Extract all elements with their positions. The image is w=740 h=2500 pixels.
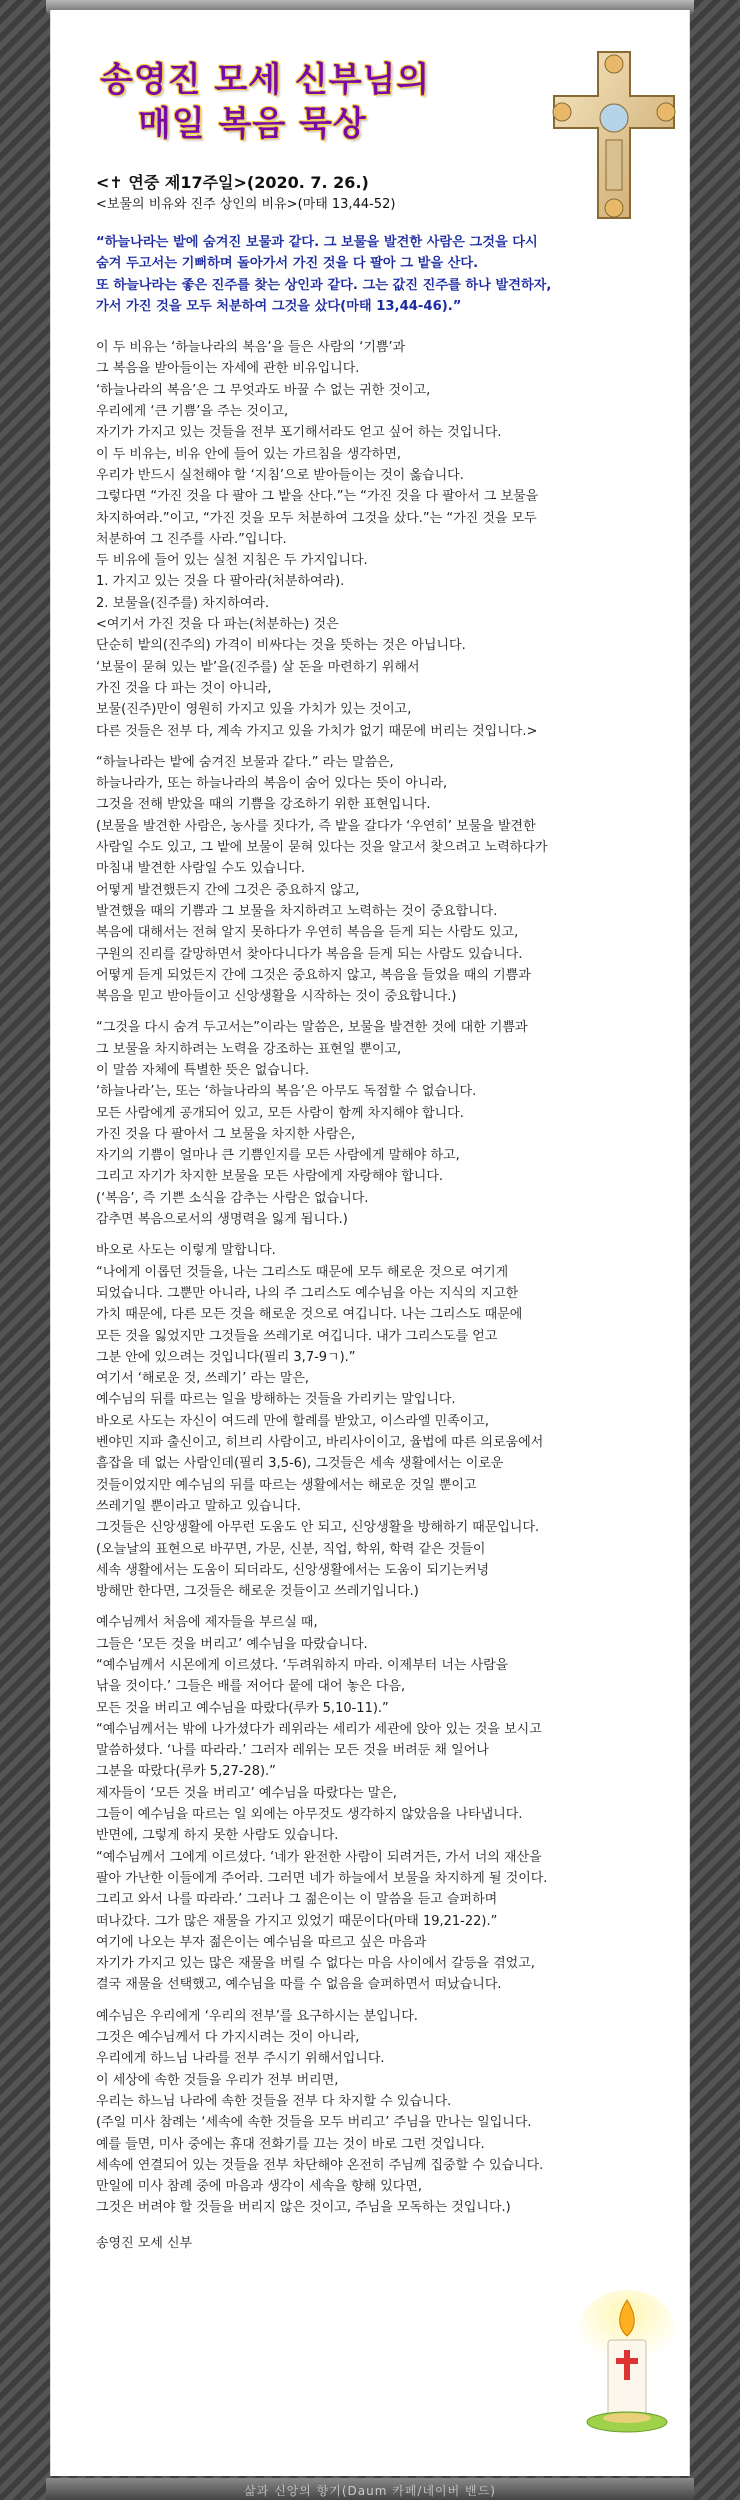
text-line: 그들은 ‘모든 것을 버리고’ 예수님을 따랐습니다. <box>96 1636 368 1652</box>
text-line: <여기서 가진 것을 다 파는(처분하는) 것은 <box>96 617 339 633</box>
text-line: 제자들이 ‘모든 것을 버리고’ 예수님을 따랐다는 말은, <box>96 1785 397 1801</box>
text-line: 가치 때문에, 다른 모든 것을 해로운 것으로 여깁니다. 나는 그리스도 때문에 <box>96 1307 523 1323</box>
text-line: 반면에, 그렇게 하지 못한 사람도 있습니다. <box>96 1828 339 1844</box>
text-line: 그것을 전해 받았을 때의 기쁨을 강조하기 위한 표현입니다. <box>96 797 431 813</box>
text-line: 하늘나라가, 또는 하늘나라의 복음이 숨어 있다는 뜻이 아니라, <box>96 776 448 792</box>
text-line: 다른 것들은 전부 다, 계속 가지고 있을 가치가 없기 때문에 버리는 것입니다.> <box>96 723 538 739</box>
text-line: 그것은 버려야 할 것들을 버리지 않은 것이고, 주님을 모독하는 것입니다.) <box>96 2200 511 2216</box>
text-line: 가진 것을 다 파는 것이 아니라, <box>96 680 272 696</box>
text-line: 처분하여 그 진주를 사라.”입니다. <box>96 531 287 547</box>
text-line: “예수님께서 시몬에게 이르셨다. ‘두려워하지 마라. 이제부터 너는 사람을 <box>96 1658 509 1673</box>
text-line: ‘하늘나라’는, 또는 ‘하늘나라의 복음’은 아무도 독점할 수 없습니다. <box>96 1084 477 1100</box>
text-line: 발견했을 때의 기쁨과 그 보물을 차지하려고 노력하는 것이 중요합니다. <box>96 903 498 919</box>
text-line: 세속 생활에서는 도움이 되더라도, 신앙생활에서는 도움이 되기는커녕 <box>96 1562 490 1578</box>
text-line: 떠나갔다. 그가 많은 재물을 가지고 있었기 때문이다(마태 19,21-22).” <box>96 1913 498 1929</box>
paragraph <box>96 2006 696 2219</box>
text-line: 이 두 비유는, 비유 안에 들어 있는 가르침을 생각하면, <box>96 446 402 462</box>
text-line: 자기가 가지고 있는 것들을 전부 포기해서라도 얻고 싶어 하는 것입니다. <box>96 425 502 441</box>
text-line: ‘보물이 묻혀 있는 밭’을(진주를) 살 돈을 마련하기 위해서 <box>96 659 420 675</box>
text-line: 그리고 자기가 차지한 보물을 모든 사람에게 자랑해야 합니다. <box>96 1169 444 1185</box>
text-line: 우리에게 ‘큰 기쁨’을 주는 것이고, <box>96 404 289 420</box>
text-line: 예수님은 우리에게 ‘우리의 전부’를 요구하시는 분입니다. <box>96 2008 418 2024</box>
text-line: (‘복음’, 즉 기쁜 소식을 감추는 사람은 없습니다. <box>96 1190 369 1206</box>
text-line: 어떻게 듣게 되었든지 간에 그것은 중요하지 않고, 복음을 들었을 때의 기쁨과 <box>96 967 531 983</box>
text-line: “그것을 다시 숨겨 두고서는”이라는 말씀은, 보물을 발견한 것에 대한 기쁨과 <box>96 1020 528 1036</box>
text-line: 복음을 믿고 받아들이고 신앙생활을 시작하는 것이 중요합니다.) <box>96 989 457 1005</box>
text-line: 그 보물을 차지하려는 노력을 강조하는 표현일 뿐이고, <box>96 1041 402 1057</box>
text-line: 사람일 수도 있고, 그 밭에 보물이 묻혀 있다는 것을 알고서 찾으려고 노력하다가 <box>96 840 548 856</box>
text-line: 되었습니다. 그뿐만 아니라, 나의 주 그리스도 예수님을 아는 지식의 지고한 <box>96 1285 519 1301</box>
paragraph <box>96 1612 696 1995</box>
text-line: 예수님의 뒤를 따르는 일을 방해하는 것들을 가리키는 말입니다. <box>96 1392 456 1408</box>
text-line: 2. 보물을(진주를) 차지하여라. <box>96 595 270 611</box>
text-line: 예수님께서 처음에 제자들을 부르실 때, <box>96 1615 318 1631</box>
quote-line: 또 하늘나라는 좋은 진주를 찾는 상인과 같다. 그는 값진 진주를 하나 발견하자, <box>96 277 552 293</box>
meditation-content <box>96 172 696 2254</box>
text-line: 그것은 예수님께서 다 가지시려는 것이 아니라, <box>96 2030 360 2046</box>
text-line: 모든 것을 잃었지만 그것들을 쓰레기로 여깁니다. 내가 그리스도를 얻고 <box>96 1328 498 1344</box>
text-line: 만일에 미사 참례 중에 마음과 생각이 세속을 향해 있다면, <box>96 2179 423 2195</box>
title-line-2: 매일 복음 묵상 <box>138 104 367 144</box>
text-line: 쓰레기일 뿐이라고 말하고 있습니다. <box>96 1498 301 1514</box>
text-line: 팔아 가난한 이들에게 주어라. 그러면 네가 하늘에서 보물을 차지하게 될 것이다. <box>96 1870 548 1886</box>
text-line: 이 말씀 자체에 특별한 뜻은 없습니다. <box>96 1062 310 1078</box>
footer-text: 삶과 신앙의 향기(Daum 카페/네이버 밴드) <box>244 2484 496 2498</box>
text-line: 이 두 비유는 ‘하늘나라의 복음’을 들은 사람의 ‘기쁨’과 <box>96 340 406 356</box>
text-line: 바오로 사도는 이렇게 말합니다. <box>96 1243 276 1259</box>
text-line: 말씀하셨다. ‘나를 따라라.’ 그러자 레위는 모든 것을 버려둔 채 일어나 <box>96 1743 489 1759</box>
text-line: ‘하늘나라의 복음’은 그 무엇과도 바꿀 수 없는 귀한 것이고, <box>96 382 431 398</box>
text-line: 마침내 발견한 사람일 수도 있습니다. <box>96 861 306 877</box>
text-line: 어떻게 발견했든지 간에 그것은 중요하지 않고, <box>96 882 360 898</box>
text-line: 여기에 나오는 부자 젊은이는 예수님을 따르고 싶은 마음과 <box>96 1934 427 1950</box>
text-line: 결국 재물을 선택했고, 예수님을 따를 수 없음을 슬퍼하면서 떠났습니다. <box>96 1977 502 1993</box>
date-heading: <✝ 연중 제17주일>(2020. 7. 26.) <box>96 173 369 192</box>
page-title <box>100 58 520 146</box>
text-line: “나에게 이롭던 것들을, 나는 그리스도 때문에 모두 해로운 것으로 여기게 <box>96 1264 509 1280</box>
text-line: 벤야민 지파 출신이고, 히브리 사람이고, 바리사이이고, 율법에 따른 의로움에서 <box>96 1435 544 1451</box>
quote-line: 가서 가진 것을 모두 처분하여 그것을 샀다(마태 13,44-46).” <box>96 298 462 314</box>
text-line: 모든 사람에게 공개되어 있고, 모든 사람이 함께 차지해야 합니다. <box>96 1105 464 1121</box>
body-text <box>96 337 696 2254</box>
text-line: 단순히 밭의(진주의) 가격이 비싸다는 것을 뜻하는 것은 아닙니다. <box>96 638 466 654</box>
quote-line: “하늘나라는 밭에 숨겨진 보물과 같다. 그 보물을 발견한 사람은 그것을 다시 <box>96 235 538 250</box>
text-line: 그분을 따랐다(루카 5,27-28).” <box>96 1764 276 1780</box>
text-line: (오늘날의 표현으로 바꾸면, 가문, 신분, 직업, 학위, 학력 같은 것들이 <box>96 1541 486 1557</box>
text-line: 보물(진주)만이 영원히 가지고 있을 가치가 있는 것이고, <box>96 702 412 718</box>
text-line: 우리에게 하느님 나라를 전부 주시기 위해서입니다. <box>96 2051 385 2067</box>
paragraph <box>96 1017 696 1230</box>
text-line: 바오로 사도는 자신이 여드레 만에 할례를 받았고, 이스라엘 민족이고, <box>96 1413 489 1429</box>
signature: 송영진 모세 신부 <box>96 2235 193 2251</box>
text-line: 두 비유에 들어 있는 실천 지침은 두 가지입니다. <box>96 553 368 569</box>
text-line: 우리는 하느님 나라에 속한 것들을 전부 다 차지할 수 있습니다. <box>96 2093 452 2109</box>
text-line: 그분 안에 있으려는 것입니다(필리 3,7-9ㄱ).” <box>96 1349 356 1365</box>
text-line: 세속에 연결되어 있는 것들을 전부 차단해야 온전히 주님께 집중할 수 있습니다. <box>96 2157 544 2173</box>
text-line: 방해만 한다면, 그것들은 해로운 것들이고 쓰레기입니다.) <box>96 1584 419 1600</box>
text-line: 것들이었지만 예수님의 뒤를 따르는 생활에서는 해로운 것일 뿐이고 <box>96 1477 477 1493</box>
text-line: 낚을 것이다.’ 그들은 배를 저어다 뭍에 대어 놓은 다음, <box>96 1679 406 1695</box>
text-line: 감추면 복음으로서의 생명력을 잃게 됩니다.) <box>96 1212 348 1228</box>
text-line: 복음에 대해서는 전혀 알지 못하다가 우연히 복음을 듣게 되는 사람도 있고, <box>96 925 519 941</box>
gospel-subtitle: <보물의 비유와 진주 상인의 비유>(마태 13,44-52) <box>96 197 396 212</box>
paragraph <box>96 1240 696 1602</box>
text-line: “예수님께서는 밖에 나가셨다가 레위라는 세리가 세관에 앉아 있는 것을 보시고 <box>96 1721 542 1737</box>
candle-icon <box>574 2290 680 2440</box>
text-line: 자기가 가지고 있는 많은 재물을 버릴 수 없다는 마음 사이에서 갈등을 겪었고, <box>96 1956 535 1972</box>
text-line: 흠잡을 데 없는 사람인데(필리 3,5-6), 그것들은 세속 생활에서는 이로운 <box>96 1456 504 1472</box>
text-line: (보물을 발견한 사람은, 농사를 짓다가, 즉 밭을 갈다가 ‘우연히’ 보물을 발견한 <box>96 818 536 834</box>
text-line: 그들이 예수님을 따르는 일 외에는 아무것도 생각하지 않았음을 나타냅니다. <box>96 1807 523 1823</box>
title-line-1: 송영진 모세 신부님의 <box>100 60 431 100</box>
text-line: 그 복음을 받아들이는 자세에 관한 비유입니다. <box>96 361 360 377</box>
text-line: 이 세상에 속한 것들을 우리가 전부 버리면, <box>96 2072 339 2088</box>
text-line: 1. 가지고 있는 것을 다 팔아라(처분하여라). <box>96 574 345 590</box>
paragraph <box>96 337 696 742</box>
gospel-quote <box>96 232 676 317</box>
text-line: 그렇다면 “가진 것을 다 팔아 그 밭을 산다.”는 “가진 것을 다 팔아서 그 보물을 <box>96 489 539 505</box>
text-line: 가진 것을 다 팔아서 그 보물을 차지한 사람은, <box>96 1126 356 1142</box>
text-line: 모든 것을 버리고 예수님을 따랐다(루카 5,10-11).” <box>96 1700 389 1716</box>
text-line: 예를 들면, 미사 중에는 휴대 전화기를 끄는 것이 바로 그런 것입니다. <box>96 2136 485 2152</box>
text-line: “하늘나라는 밭에 숨겨진 보물과 같다.” 라는 말씀은, <box>96 754 394 770</box>
text-line: 여기서 ‘해로운 것, 쓰레기’ 라는 말은, <box>96 1371 310 1387</box>
text-line: 구원의 진리를 갈망하면서 찾아다니다가 복음을 듣게 되는 사람도 있습니다. <box>96 946 523 962</box>
quote-line: 숨겨 두고서는 기뻐하며 돌아가서 가진 것을 다 팔아 그 밭을 산다. <box>96 256 479 272</box>
text-line: 차지하여라.”이고, “가진 것을 모두 처분하여 그것을 샀다.”는 “가진 것을 모두 <box>96 510 537 526</box>
text-line: 그것들은 신앙생활에 아무런 도움도 안 되고, 신앙생활을 방해하기 때문입니다. <box>96 1520 540 1536</box>
text-line: 자기의 기쁨이 얼마나 큰 기쁨인지를 모든 사람에게 말해야 하고, <box>96 1148 460 1164</box>
text-line: (주일 미사 참례는 ‘세속에 속한 것들을 모두 버리고’ 주님을 만나는 일입니다. <box>96 2115 532 2131</box>
text-line: “예수님께서 그에게 이르셨다. ‘네가 완전한 사람이 되려거든, 가서 너의 재산을 <box>96 1849 542 1865</box>
paragraph <box>96 752 696 1008</box>
text-line: 우리가 반드시 실천해야 할 ‘지침’으로 받아들이는 것이 옳습니다. <box>96 467 464 483</box>
text-line: 그리고 와서 나를 따라라.’ 그러나 그 젊은이는 이 말씀을 듣고 슬퍼하며 <box>96 1892 498 1908</box>
